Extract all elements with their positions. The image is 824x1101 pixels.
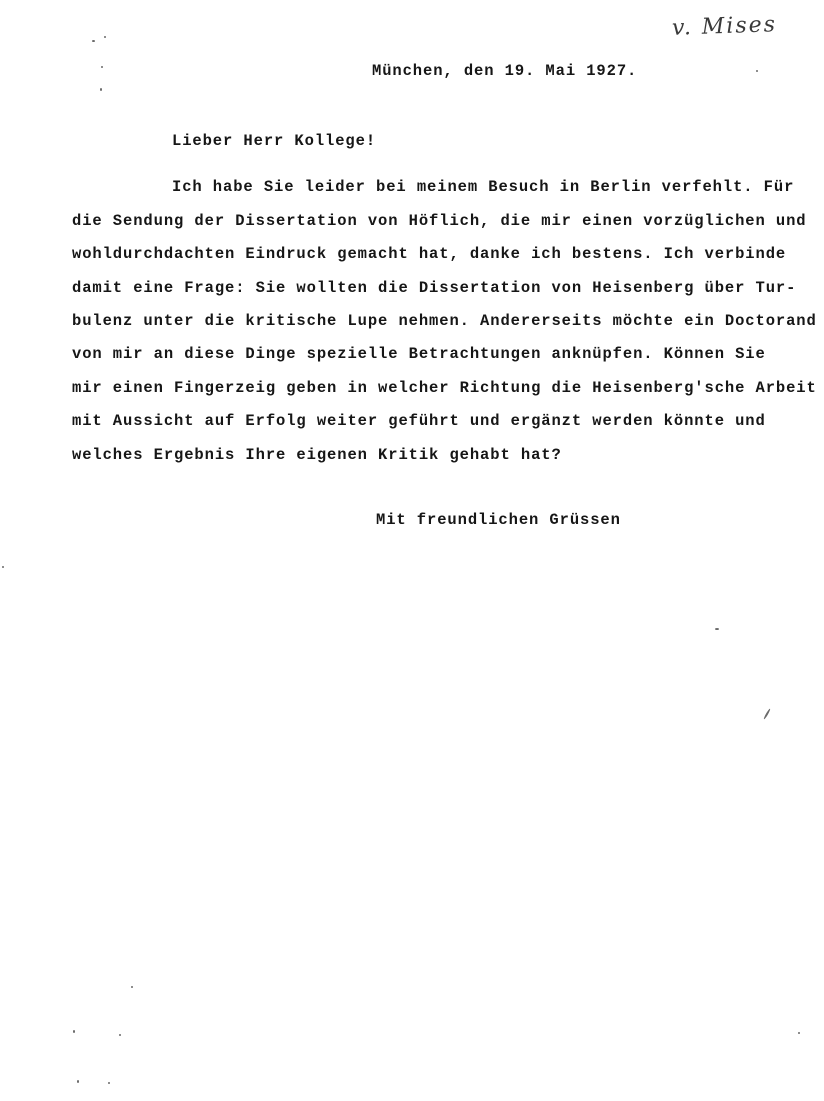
scan-speck [104, 36, 106, 38]
body-line: mir einen Fingerzeig geben in welcher Richtung die Heisenberg'sche Arbeit [72, 379, 817, 397]
letter-salutation: Lieber Herr Kollege! [172, 132, 377, 150]
scan-speck [763, 708, 771, 719]
body-line: mit Aussicht auf Erfolg weiter geführt und ergänzt werden könnte und [72, 412, 766, 430]
letter-closing: Mit freundlichen Grüssen [376, 511, 621, 529]
body-line: damit eine Frage: Sie wollten die Dissertation von Heisenberg über Tur- [72, 279, 797, 297]
scan-speck [101, 66, 103, 68]
scan-speck [92, 40, 95, 42]
body-line: welches Ergebnis Ihre eigenen Kritik gehabt hat? [72, 446, 562, 464]
scan-speck [73, 1030, 75, 1033]
scan-speck [131, 986, 133, 988]
body-line: von mir an diese Dinge spezielle Betrachtungen anknüpfen. Können Sie [72, 345, 766, 363]
body-line: wohldurchdachten Eindruck gemacht hat, danke ich bestens. Ich verbinde [72, 245, 787, 263]
body-line: Ich habe Sie leider bei meinem Besuch in Berlin verfehlt. Für [172, 178, 795, 196]
scan-speck [77, 1080, 79, 1083]
body-line: die Sendung der Dissertation von Höflich, die mir einen vorzüglichen und [72, 212, 807, 230]
scan-speck [715, 628, 719, 630]
scan-speck [798, 1032, 800, 1034]
scan-speck [2, 566, 4, 568]
handwritten-annotation: v. Mises [671, 12, 778, 41]
scan-speck [108, 1082, 110, 1084]
letter-date: München, den 19. Mai 1927. [372, 62, 638, 80]
body-line: bulenz unter die kritische Lupe nehmen. Andererseits möchte ein Doctorand [72, 312, 817, 330]
scan-speck [756, 70, 758, 72]
scan-speck [100, 88, 102, 91]
scan-speck [119, 1034, 121, 1036]
